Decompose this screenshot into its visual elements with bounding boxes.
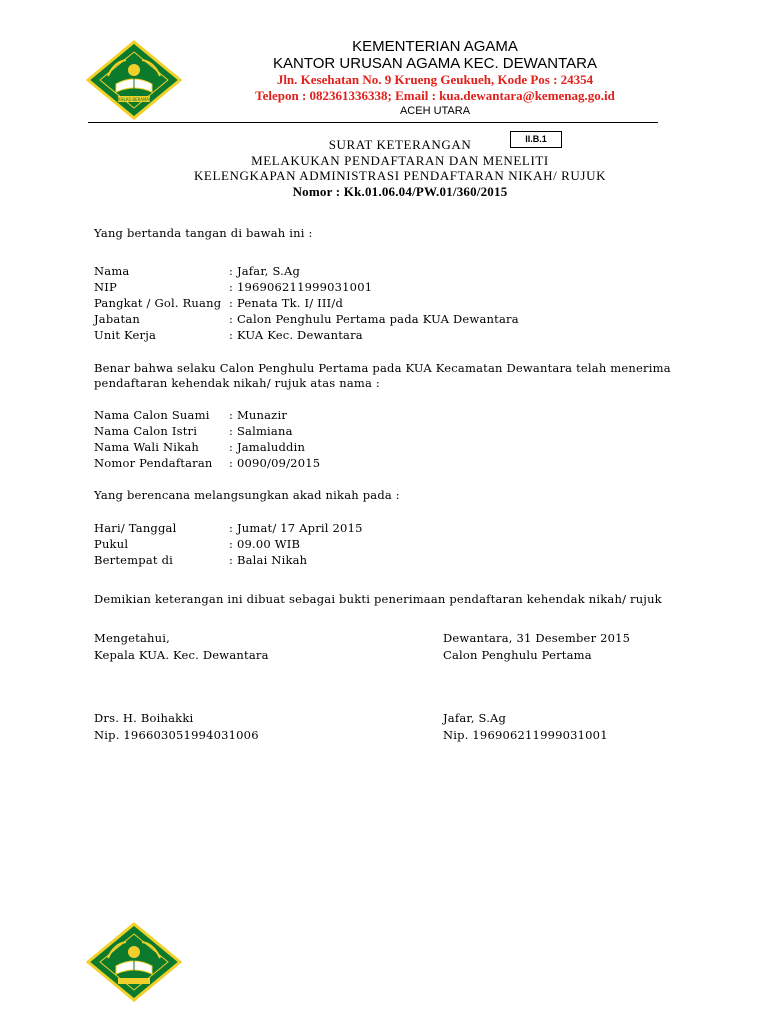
field-label: Nama Calon Istri xyxy=(94,424,198,438)
field-label: Pangkat / Gol. Ruang xyxy=(94,296,222,310)
field-label: Jabatan xyxy=(94,312,140,326)
field-value: : Balai Nikah xyxy=(229,553,307,567)
doc-subtitle-1: MELAKUKAN PENDAFTARAN DAN MENELITI xyxy=(251,153,549,168)
field-value: : KUA Kec. Dewantara xyxy=(229,328,363,342)
sign-right-line-2: Calon Penghulu Pertama xyxy=(443,648,592,662)
sign-left-nip: Nip. 196603051994031006 xyxy=(94,728,259,742)
doc-title: SURAT KETERANGAN xyxy=(328,137,472,152)
field-label: Pukul xyxy=(94,537,129,551)
field-label: Bertempat di xyxy=(94,553,174,567)
field-value: : Penata Tk. I/ III/d xyxy=(229,296,343,310)
sign-right-nip: Nip. 196906211999031001 xyxy=(443,728,608,742)
field-label: NIP xyxy=(94,280,117,294)
kemenag-logo xyxy=(86,40,182,120)
header-ministry: KEMENTERIAN AGAMA xyxy=(352,38,518,55)
intro-text: Yang bertanda tangan di bawah ini : xyxy=(94,226,313,240)
header-office: KANTOR URUSAN AGAMA KEC. DEWANTARA xyxy=(273,55,597,72)
plan-intro: Yang berencana melangsungkan akad nikah pada : xyxy=(94,488,400,502)
field-label: Nama xyxy=(94,264,130,278)
field-label: Nomor Pendaftaran xyxy=(94,456,213,470)
header-contact: Telepon : 082361336338; Email : kua.dewantara@kemenag.go.id xyxy=(255,88,615,103)
logo-motto: IKHLAS BERAMAL xyxy=(116,97,152,102)
statement-line-1: Benar bahwa selaku Calon Penghulu Pertama pada KUA Kecamatan Dewantara telah menerima xyxy=(94,361,671,375)
doc-number: Nomor : Kk.01.06.04/PW.01/360/2015 xyxy=(292,184,508,199)
field-label: Nama Wali Nikah xyxy=(94,440,199,454)
field-value: : Jafar, S.Ag xyxy=(229,264,300,278)
sign-right-name: Jafar, S.Ag xyxy=(443,711,507,725)
field-value: : Calon Penghulu Pertama pada KUA Dewantara xyxy=(229,312,519,326)
sign-left-line-1: Mengetahui, xyxy=(94,631,170,645)
field-value: : Munazir xyxy=(229,408,287,422)
document-code: II.B.1 xyxy=(510,131,562,148)
field-value: : 196906211999031001 xyxy=(229,280,372,294)
field-value: : 0090/09/2015 xyxy=(229,456,320,470)
field-value: : Jamaluddin xyxy=(229,440,305,454)
field-value: : Jumat/ 17 April 2015 xyxy=(229,521,363,535)
sign-left-line-2: Kepala KUA. Kec. Dewantara xyxy=(94,648,269,662)
field-label: Hari/ Tanggal xyxy=(94,521,177,535)
header-address: Jln. Kesehatan No. 9 Krueng Geukueh, Kode Pos : 24354 xyxy=(276,72,594,87)
field-value: : Salmiana xyxy=(229,424,293,438)
sign-right-line-1: Dewantara, 31 Desember 2015 xyxy=(443,631,631,645)
doc-subtitle-2: KELENGKAPAN ADMINISTRASI PENDAFTARAN NIKAH/ RUJUK xyxy=(193,168,607,183)
header-region: ACEH UTARA xyxy=(399,105,471,117)
header-divider xyxy=(88,122,658,123)
statement-line-2: pendaftaran kehendak nikah/ rujuk atas nama : xyxy=(94,376,380,390)
kemenag-logo-bottom xyxy=(86,922,182,1002)
field-label: Unit Kerja xyxy=(94,328,157,342)
sign-left-name: Drs. H. Boihakki xyxy=(94,711,194,725)
field-label: Nama Calon Suami xyxy=(94,408,210,422)
field-value: : 09.00 WIB xyxy=(229,537,300,551)
closing-text: Demikian keterangan ini dibuat sebagai bukti penerimaan pendaftaran kehendak nikah/ rujuk xyxy=(94,592,662,606)
